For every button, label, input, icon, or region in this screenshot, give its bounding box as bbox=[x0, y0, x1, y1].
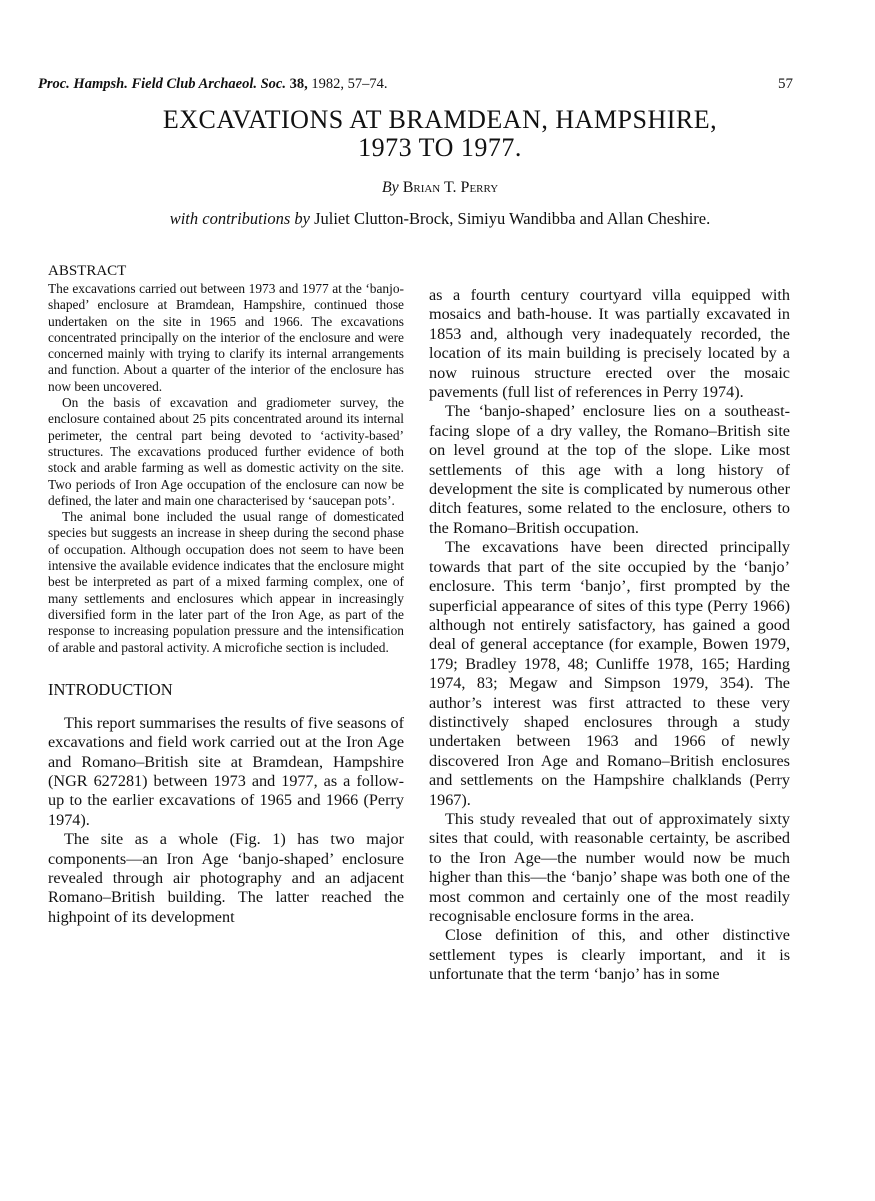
body-paragraph: This study revealed that out of approximately sixty sites that could, with reasonable certainty, be ascribed to the Iron Age—the number would now be much higher than this—the ‘banjo’ shape was both one of the most common and certainly one of the most readily recognisable enclosure forms in the area. bbox=[429, 809, 790, 925]
body-paragraph: as a fourth century courtyard villa equipped with mosaics and bath-house. It was partially excavated in 1853 and, although very inadequately recorded, the location of its main building is precisely located by a now ruinous structure erected over the mosaic pavements (full list of references in Perry 1974). bbox=[429, 286, 790, 402]
article-title bbox=[40, 106, 840, 162]
abstract-paragraph: The animal bone included the usual range of domesticated species but suggests an increase in sheep during the second phase of occupation. Although occupation does not seem to have been intensive the available evidence indicates that the enclosure might best be interpreted as part of a mixed farming complex, one of many settlements and enclosures which appear in increasingly diversified form in the later part of the Iron Age, as part of the response to increasing population pressure and the intensification of arable and pastoral activity. A microfiche section is included. bbox=[48, 509, 404, 655]
contributors-line bbox=[40, 209, 840, 229]
year-pages: 1982, 57–74. bbox=[311, 76, 388, 92]
title-line-2: 1973 TO 1977. bbox=[358, 133, 522, 162]
body-paragraph: Close definition of this, and other distinctive settlement types is clearly important, and it is unfortunate that the term ‘banjo’ has in some bbox=[429, 926, 790, 984]
byline-by: By bbox=[381, 179, 399, 196]
right-column bbox=[429, 286, 790, 985]
abstract-section bbox=[48, 262, 404, 656]
body-paragraph: The site as a whole (Fig. 1) has two major components—an Iron Age ‘banjo-shaped’ enclosure revealed through air photography and an adjacent Romano–British building. The latter reached the highpoint of its development bbox=[48, 830, 404, 926]
page-number: 57 bbox=[778, 76, 793, 92]
introduction-heading: INTRODUCTION bbox=[48, 679, 173, 699]
introduction-section bbox=[48, 680, 404, 927]
body-paragraph: This report summarises the results of five seasons of excavations and field work carried out at the Iron Age and Romano–British site at Bramdean, Hampshire (NGR 627281) between 1973 and 1977, as a follow-up to the earlier excavations of 1965 and 1966 (Perry 1974). bbox=[48, 713, 404, 829]
body-paragraph: The ‘banjo-shaped’ enclosure lies on a southeast-facing slope of a dry valley, the Romano–British site on level ground at the top of the slope. Like most settlements of this age with a long history of development the site is complicated by numerous other ditch features, some related to the enclosure, others to the Romano–British occupation. bbox=[429, 402, 790, 537]
body-paragraph: The excavations have been directed principally towards that part of the site occupied by the ‘banjo’ enclosure. This term ‘banjo’, first prompted by the superficial appearance of sites of this type (Perry 1966) although not entirely satisfactory, has gained a good deal of general acceptance (for example, Bowen 1979, 179; Bradley 1978, 48; Cunliffe 1978, 165; Harding 1974, 83; Megaw and Simpson 1979, 354). The author’s interest was first attracted to these very distinctively shaped enclosures through a study undertaken between 1963 and 1966 of newly discovered Iron Age and Romano–British enclosures and settlements on the Hampshire chalklands (Perry 1967). bbox=[429, 538, 790, 809]
abstract-heading: ABSTRACT bbox=[48, 263, 127, 279]
title-line-1: EXCAVATIONS AT BRAMDEAN, HAMPSHIRE, bbox=[162, 105, 718, 134]
author-name: Brian T. Perry bbox=[402, 179, 499, 196]
running-head bbox=[38, 76, 793, 96]
journal-name: Proc. Hampsh. Field Club Archaeol. Soc. bbox=[38, 76, 286, 92]
journal-citation bbox=[38, 76, 388, 93]
volume-number: 38, bbox=[289, 76, 308, 92]
contributions-prefix: with contributions by bbox=[169, 209, 310, 228]
abstract-paragraph: On the basis of excavation and gradiometer survey, the enclosure contained about 25 pits concentrated around its internal perimeter, the central part being devoted to ‘activity-based’ structures. The excavations produced further evidence of both stock and arable farming as well as domestic activity on the site. Two periods of Iron Age occupation of the enclosure can now be defined, the later and main one characterised by ‘saucepan pots’. bbox=[48, 395, 404, 508]
abstract-paragraph: The excavations carried out between 1973 and 1977 at the ‘banjo-shaped’ enclosure at Bramdean, Hampshire, continued those undertaken on the site in 1965 and 1966. The excavations concentrated principally on the interior of the enclosure and were concerned mainly with trying to clarify its internal arrangements and function. About a quarter of the interior of the enclosure has now been uncovered. bbox=[48, 281, 404, 394]
contributor-names: Juliet Clutton-Brock, Simiyu Wandibba and Allan Cheshire. bbox=[314, 209, 711, 228]
left-column bbox=[48, 262, 404, 927]
byline bbox=[40, 179, 840, 197]
